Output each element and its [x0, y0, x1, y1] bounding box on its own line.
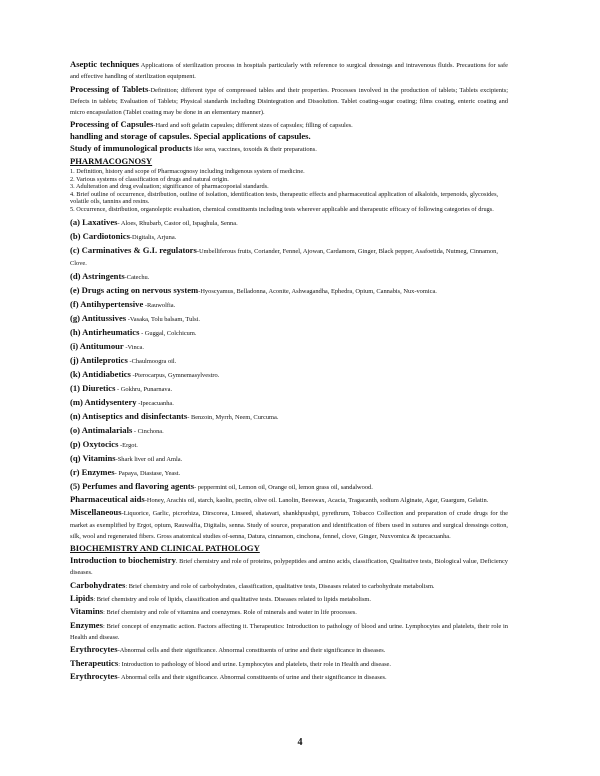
- drug-category-label: (n) Antiseptics and disinfectants: [70, 411, 188, 422]
- capsules-heading: Processing of Capsules: [70, 119, 154, 130]
- drug-category-label: (r) Enzymes: [70, 466, 115, 477]
- biochem-item-label: Carbohydrates: [70, 579, 126, 590]
- biochem-item: [70, 620, 508, 643]
- drug-category: [70, 466, 508, 479]
- drug-category: [70, 326, 508, 339]
- biochem-item-text: : Brief chemistry and role of lipids, classification and qualitative tests. Diseases related to lipids metabolism.: [93, 596, 371, 604]
- drug-category: [70, 230, 508, 243]
- pharmacognosy-point: 4. Brief outline of occurrence, distribution, outline of isolation, identification tests, therapeutic effects and pharmaceutical application of alkaloids, terpenoids, glycosides, volatile oils, tannins and resins.: [70, 190, 499, 206]
- capsules-text: -Hard and soft gelatin capsules; different sizes of capsules; filling of capsules.: [153, 122, 353, 130]
- biochem-item-text: : Brief chemistry and role of vitamins and coenzymes. Role of minerals and water in life processes.: [103, 609, 357, 617]
- drug-category-text: -Catechu.: [124, 274, 150, 282]
- drug-category: [70, 438, 508, 451]
- drug-category-label: (o) Antimalarials: [70, 425, 133, 436]
- drug-category: [70, 396, 508, 409]
- drug-category-label: (f) Antihypertensive: [70, 299, 144, 310]
- tablets-paragraph: [70, 84, 508, 118]
- drug-category-text: - Gokhru, Punarnava.: [115, 386, 173, 394]
- immunological-heading: Study of immunological products: [70, 142, 192, 153]
- drug-category-text: -Pterocarpus, Gymnemasylvestro.: [130, 372, 220, 380]
- drug-category: [70, 382, 508, 395]
- drug-category-text: - Papaya, Diastase, Yeast.: [114, 469, 181, 477]
- pharmacognosy-point: 5. Occurrence, distribution, organoleptic evaluation, chemical constituents including tests wherever applicable and therapeutic efficacy of following categories of drugs.: [70, 206, 494, 214]
- drug-category-label: (a) Laxatives: [70, 216, 118, 227]
- biochem-item-text: : Brief chemistry and role of carbohydrates, classification, qualitative tests, Diseases related to carbohydrate metabolism.: [125, 582, 435, 590]
- pharmacognosy-point: 3. Adulteration and drug evaluation; significance of pharmacopoeial standards.: [70, 183, 269, 191]
- drug-category-text: -Ergot.: [118, 442, 138, 449]
- miscellaneous-paragraph: [70, 507, 508, 541]
- biochem-item-text: - Abnormal cells and their significance. Abnormal constituents of urine and their significance in diseases.: [117, 673, 387, 681]
- page-number: 4: [297, 737, 303, 748]
- drug-category-text: -Chaulmoogra oil.: [127, 358, 177, 366]
- biochem-item: [70, 671, 508, 682]
- tablets-text: -Definition; different type of compressed tables and their properties. Processes involved in the production of tablets; Tablets excipients; Defects in tablets; Evaluation of Tablets; Physical standards including Disintegration and Dissolution. Tablet coating-sugar coating; films coating, enteric coating and micro encapsulation (Tablet coating may be done in an elementary manner).: [70, 86, 508, 117]
- drug-category-text: - Aloes, Rhubarb, Castor oil, Ispaghula, Senna.: [117, 219, 238, 227]
- immunological-paragraph: [70, 143, 508, 154]
- pharmaceutical-aids-heading: Pharmaceutical aids: [70, 493, 145, 504]
- drug-category-text: -Shark liver oil and Amla.: [115, 455, 183, 463]
- biochem-item-label: Lipids: [70, 593, 94, 604]
- pharmaceutical-aids-text: -Honey, Arachis oil, starch, kaolin, pectin, olive oil. Lanolin, Beeswax, Acacia, Tragacanth, sodium Alginate, Agar, Guargum, Gelatin.: [144, 496, 489, 504]
- drug-category-label: (e) Drugs acting on nervous system: [70, 285, 199, 296]
- drug-category: [70, 410, 508, 423]
- drug-category-label: (d) Astringents: [70, 271, 125, 282]
- biochem-item: [70, 555, 508, 578]
- drug-category-text: -Digitalis, Arjuna.: [129, 233, 177, 241]
- drug-category: [70, 244, 508, 269]
- biochem-item-label: Enzymes: [70, 619, 103, 630]
- aseptic-text: Applications of sterilization process in hospitals particularly with reference to surgical dressings and intravenous fluids. Precautions for safe and effective handling of sterilization equipment.: [70, 62, 508, 81]
- biochem-item-label: Erythrocytes: [70, 670, 118, 681]
- biochem-item-text: : Introduction to pathology of blood and urine. Lymphocytes and platelets, their role in Health and disease.: [118, 660, 391, 668]
- drug-category-text: - Benzoin, Myrrh, Neem, Curcuma.: [187, 414, 279, 422]
- biochem-item-text: -Abnormal cells and their significance. Abnormal constituents of urine and their significance in diseases.: [117, 647, 386, 655]
- drug-category: [70, 340, 508, 353]
- document-page: [70, 59, 508, 684]
- biochem-item-text: : Brief concept of enzymatic action. Factors affecting it. Therapeutics: Introduction to pathology of blood and urine. Lymphocytes and platelets, their role in Health and disease.: [70, 622, 508, 641]
- drug-category-label: (1) Diuretics: [70, 383, 116, 394]
- drug-category-label: (k) Antidiabetics: [70, 369, 131, 380]
- aseptic-heading: Aseptic techniques: [70, 59, 140, 69]
- capsules-paragraph: [70, 119, 508, 130]
- pharmacognosy-point: 2. Various systems of classification of drugs and natural origin.: [70, 175, 229, 183]
- drug-category: [70, 284, 508, 297]
- biochem-item: [70, 580, 508, 591]
- drug-category: [70, 312, 508, 325]
- drug-category-text: -Vinca.: [123, 344, 144, 352]
- drug-category: [70, 424, 508, 437]
- drug-category-label: (j) Antileprotics: [70, 355, 128, 366]
- tablets-heading: Processing of Tablets: [70, 83, 149, 94]
- drug-category-label: (i) Antitumour: [70, 341, 124, 352]
- aseptic-paragraph: [70, 59, 508, 82]
- drug-category: [70, 480, 508, 493]
- pharmacognosy-point: 1. Definition, history and scope of Pharmacognosy including indigenous system of medicine.: [70, 168, 305, 176]
- drug-category: [70, 354, 508, 367]
- biochem-item-label: Introduction to biochemistry: [70, 555, 176, 566]
- drug-category-label: (p) Oxytocics: [70, 439, 119, 449]
- drug-category-label: (q) Vitamins: [70, 452, 116, 463]
- biochem-item: [70, 593, 508, 604]
- biochem-item-text: . Brief chemistry and role of proteins, polypeptides and amino acids, classification, Qualitative tests, Biological value, Deficiency diseases.: [70, 558, 508, 577]
- drug-category-text: -Umbelliferous fruits, Coriander, Fennel, Ajowan, Cardamom, Ginger, Black pepper, Asafoetida, Nutmeg, Cinnamon, Clove.: [70, 247, 498, 268]
- drug-category: [70, 216, 508, 229]
- biochem-item-label: Therapeutics: [70, 657, 119, 668]
- biochem-item: [70, 644, 508, 655]
- immunological-text: like sera, vaccines, toxoids & their preparations.: [191, 145, 317, 153]
- drug-category: [70, 452, 508, 465]
- biochem-item: [70, 606, 508, 617]
- biochemistry-title: BIOCHEMISTRY AND CLINICAL PATHOLOGY: [70, 543, 260, 554]
- drug-category-label: (g) Antitussives: [70, 313, 127, 324]
- drug-category-label: (5) Perfumes and flavoring agents: [70, 480, 195, 491]
- drug-category-text: -Ipecacuanha.: [136, 400, 174, 408]
- biochem-item: [70, 658, 508, 669]
- miscellaneous-heading: Miscellaneous: [70, 507, 122, 518]
- drug-category: [70, 368, 508, 381]
- drug-category-label: (h) Antirheumatics: [70, 327, 140, 338]
- biochem-item-label: Erythrocytes: [70, 644, 118, 655]
- drug-category-text: - peppermint oil, Lemon oil, Orange oil, lemon grass oil, sandalwood.: [194, 483, 373, 491]
- drug-category-text: - Cinchona.: [132, 428, 164, 436]
- pharmaceutical-aids-paragraph: [70, 494, 508, 505]
- capsules-handling-heading: handling and storage of capsules. Special applications of capsules.: [70, 130, 311, 141]
- pharmacognosy-title: PHARMACOGNOSY: [70, 156, 153, 167]
- drug-category-text: -Rauwolfia.: [143, 302, 176, 310]
- miscellaneous-text: -Liquorice, Garlic, picrorhiza, Dirscorea, Linseed, shatavari, shankhpushpi, pyrethrum, Tobacco Collection and preparation of crude drugs for the market as exemplified by Ergot, opium, Rauwalfia, Digitalis, senna. Study of source, preparation and identification of fibers used in sutures and surgical dressings cotton, silk, wool and regenerated fibers. Gross anatomical studies of-senna, Datura, cinnamon, cinchona, fennel, clove, Ginger, Nuxvomica & ipecacuanha.: [70, 510, 508, 540]
- drug-category-text: - Guggal, Colchicum.: [139, 330, 197, 338]
- drug-category-label: (m) Antidysentery: [70, 397, 137, 408]
- drug-category-text: -Hyoscyamus, Belladonna, Aconite, Ashwagandha, Ephedra, Opium, Cannabis, Nux-vomica.: [198, 288, 437, 296]
- biochem-item-label: Vitamins: [70, 606, 104, 617]
- drug-category: [70, 270, 508, 283]
- drug-category-list: [70, 216, 508, 493]
- drug-category-label: (c) Carminatives & G.I. regulators: [70, 244, 197, 255]
- drug-category-label: (b) Cardiotonics: [70, 230, 130, 241]
- drug-category: [70, 298, 508, 311]
- drug-category-text: -Vasaka, Tolu balsam, Tulsi.: [126, 316, 200, 324]
